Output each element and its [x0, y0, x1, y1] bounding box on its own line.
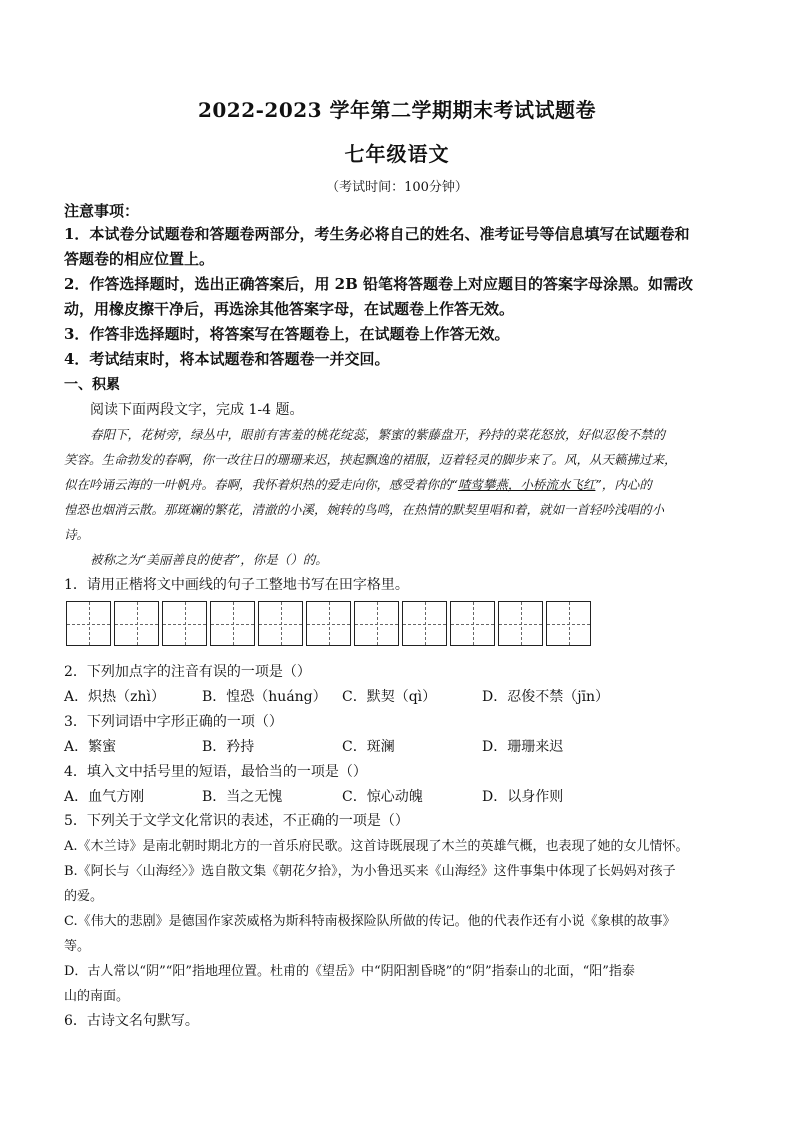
passage-line-5: 诗。: [64, 527, 90, 542]
q2-option-d: D．忍俊不禁（jīn）: [482, 689, 610, 705]
q5-option-c-line-1: C.《伟大的悲剧》是德国作家茨威格为斯科特南极探险队所做的传记。他的代表作还有小说《象棋的故事》: [64, 914, 676, 929]
q4-option-a: A．血气方刚: [64, 789, 145, 805]
note-2-line-2: 动，用橡皮擦干净后，再选涂其他答案字母，在试题卷上作答无效。: [64, 300, 515, 318]
grid-cell[interactable]: [306, 601, 351, 646]
question-3: 3．下列词语中字形正确的一项（）: [64, 714, 283, 730]
q2-option-a: A．炽热（zhì）: [64, 689, 165, 705]
q5-option-c-line-2: 等。: [64, 939, 91, 954]
section-intro: 阅读下面两段文字，完成 1-4 题。: [90, 402, 304, 418]
grid-cell[interactable]: [450, 601, 495, 646]
note-2-line-1: 2．作答选择题时，选出正确答案后，用 2B 铅笔将答题卷上对应题目的答案字母涂黑。如需改: [64, 275, 694, 293]
passage-line-2: 笑容。生命勃发的春啊，你一改往日的珊珊来迟，挟起飘逸的裙服，迈着轻灵的脚步来了。风，从天籁拂过来，: [64, 452, 677, 467]
exam-subject: 七年级语文: [344, 142, 450, 166]
notes-heading: 注意事项：: [64, 202, 140, 220]
writing-grid: [66, 601, 591, 646]
grid-cell[interactable]: [258, 601, 303, 646]
grid-cell[interactable]: [210, 601, 255, 646]
question-5: 5．下列关于文学文化常识的表述，不正确的一项是（）: [64, 813, 409, 829]
q4-option-d: D．以身作则: [482, 789, 564, 805]
question-1: 1．请用正楷将文中画线的句子工整地书写在田字格里。: [64, 577, 409, 593]
grid-cell[interactable]: [114, 601, 159, 646]
grid-cell[interactable]: [162, 601, 207, 646]
grid-cell[interactable]: [354, 601, 399, 646]
question-2: 2．下列加点字的注音有误的一项是（）: [64, 664, 311, 680]
q4-option-c: C．惊心动魄: [342, 789, 423, 805]
underlined-sentence: 喳莺攀燕，小桥流水飞红: [457, 477, 596, 492]
grid-cell[interactable]: [546, 601, 591, 646]
q2-option-c: C．默契（qì）: [342, 689, 437, 705]
q4-option-b: B．当之无愧: [202, 789, 283, 805]
q5-option-b-line-1: B.《阿长与〈山海经〉》选自散文集《朝花夕拾》，为小鲁迅买来《山海经》这件事集中体现了长妈妈对孩子: [64, 864, 676, 879]
passage-line-3: 似在吟诵云海的一叶帆舟。春啊，我怀着炽热的爱走向你，感受着你的“喳莺攀燕，小桥流水飞红”，内心的: [64, 477, 652, 492]
q3-option-a: A．繁蜜: [64, 739, 117, 755]
note-1-line-2: 答题卷的相应位置上。: [64, 250, 215, 268]
q3-option-b: B．矜持: [202, 739, 255, 755]
passage-line-1: 春阳下，花树旁，绿丛中，眼前有害羞的桃花绽蕊，繁蜜的紫藤盘开，矜持的菜花怒放，好似忍俊不禁的: [90, 427, 666, 442]
note-4: 4．考试结束时，将本试题卷和答题卷一并交回。: [64, 350, 390, 368]
q3-option-c: C．斑澜: [342, 739, 395, 755]
q5-option-a: A.《木兰诗》是南北朝时期北方的一首乐府民歌。这首诗既展现了木兰的英雄气概，也表现了她的女儿情怀。: [64, 839, 689, 854]
section-heading: 一、积累: [64, 377, 120, 393]
note-1-line-1: 1．本试卷分试题卷和答题卷两部分，考生务必将自己的姓名、准考证号等信息填写在试题卷和: [64, 225, 690, 243]
q2-option-b: B．惶恐（huáng）: [202, 689, 327, 705]
exam-title: 2022-2023 学年第二学期期末考试试题卷: [197, 98, 597, 122]
question-4: 4．填入文中括号里的短语，最恰当的一项是（）: [64, 764, 367, 780]
exam-time: （考试时间：100分钟）: [326, 180, 468, 195]
grid-cell[interactable]: [66, 601, 111, 646]
question-6: 6．古诗文名句默写。: [64, 1013, 199, 1029]
q5-option-b-line-2: 的爱。: [64, 889, 104, 904]
q5-option-d-line-1: D．古人常以“阴”“阳”指地理位置。杜甫的《望岳》中“阴阳割昏晓”的“阴”指泰山的北面，“阳”指泰: [64, 964, 635, 979]
q3-option-d: D．珊珊来迟: [482, 739, 564, 755]
passage-line-4: 惶恐也烟消云散。那斑斓的繁花，清澈的小溪，婉转的鸟鸣，在热情的默契里唱和着，就如一首轻吟浅唱的小: [64, 502, 665, 517]
q5-option-d-line-2: 山的南面。: [64, 989, 130, 1004]
passage-line-6: 被称之为“美丽善良的使者”，你是（）的。: [90, 552, 328, 567]
grid-cell[interactable]: [498, 601, 543, 646]
grid-cell[interactable]: [402, 601, 447, 646]
note-3: 3．作答非选择题时，将答案写在答题卷上，在试题卷上作答无效。: [64, 325, 510, 343]
